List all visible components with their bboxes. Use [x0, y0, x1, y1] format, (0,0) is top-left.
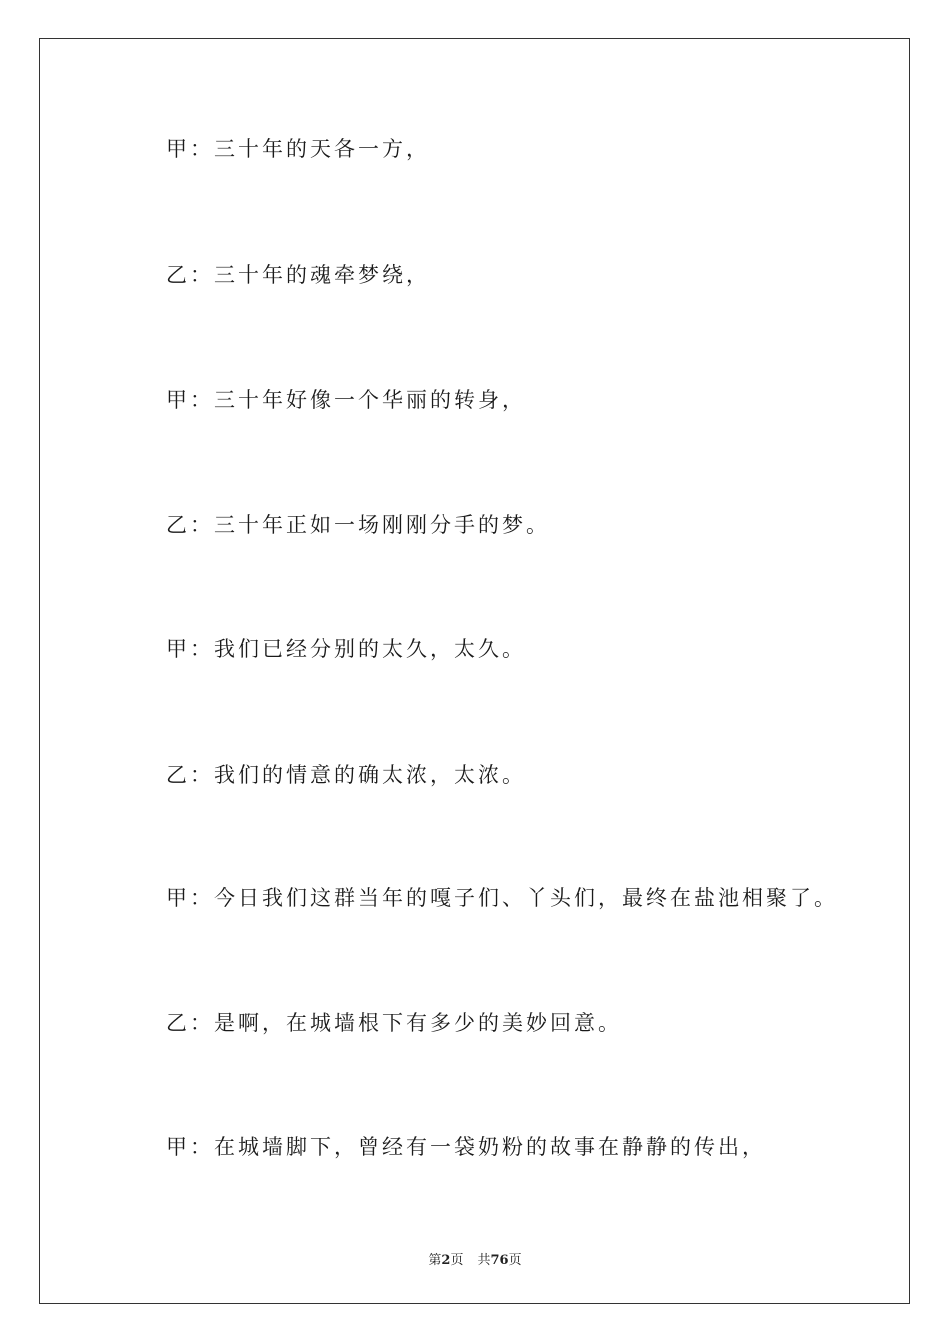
total-pages: 76 [490, 1253, 509, 1268]
dialogue-line: 乙：是啊，在城墙根下有多少的美妙回意。 [166, 1011, 622, 1035]
dialogue-line: 甲：我们已经分别的太久，太久。 [166, 637, 526, 661]
total-suffix: 页 [508, 1253, 522, 1268]
page-border [39, 38, 910, 1304]
page-number: 2 [441, 1253, 451, 1268]
dialogue-line: 乙：三十年正如一场刚刚分手的梦。 [166, 513, 550, 537]
page-prefix: 第 [428, 1253, 442, 1268]
dialogue-line: 乙：三十年的魂牵梦绕， [166, 263, 430, 287]
dialogue-line: 甲：三十年好像一个华丽的转身， [166, 388, 526, 412]
page-suffix: 页 [450, 1253, 464, 1268]
dialogue-line: 甲：在城墙脚下，曾经有一袋奶粉的故事在静静的传出， [166, 1135, 766, 1159]
dialogue-line: 甲：三十年的天各一方， [166, 137, 430, 161]
total-prefix: 共 [477, 1253, 491, 1268]
page-footer [0, 1249, 950, 1268]
dialogue-line: 甲：今日我们这群当年的嘎子们、丫头们，最终在盐池相聚了。 [166, 886, 838, 910]
dialogue-line: 乙：我们的情意的确太浓，太浓。 [166, 763, 526, 787]
